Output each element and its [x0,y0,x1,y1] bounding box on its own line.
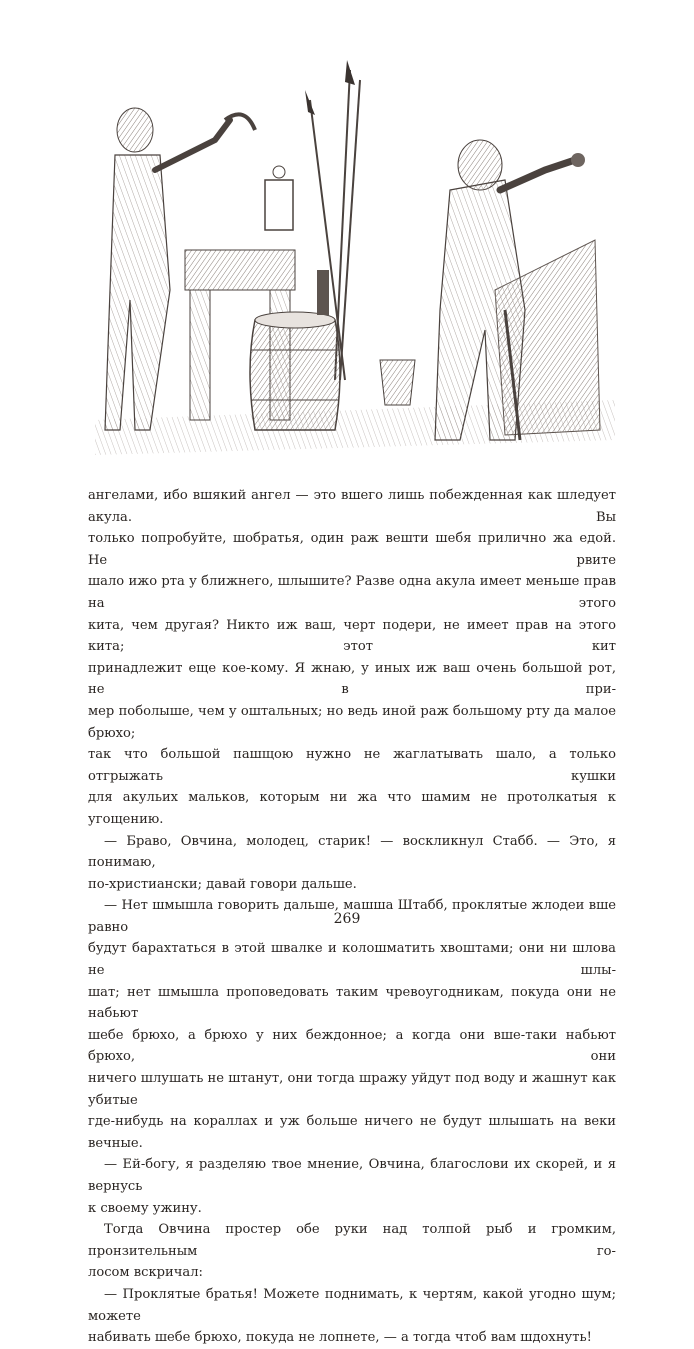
text-line: шат; нет шмышла проповедовать таким чревоугодникам, покуда они не набьют [88,984,616,1022]
text-line: так что большой пашщою нужно не жаглатывать шало, а только отгрыжать кушки [88,747,616,784]
text-line: ничего шлушать не штанут, они тогда шражу уйдут под воду и жашнут как убитые [88,1071,616,1108]
text-line: для акульих мальков, которым ни жа что шамим не протолкатыя к угощению. [88,790,616,827]
text-line: шебе брюхо, а брюхо у них беждонное; а когда они вше-таки набьют брюхо, они [88,1027,616,1065]
paragraph [88,1154,616,1219]
text-line: — Браво, Овчина, молодец, старик! — воскликнул Стабб. — Это, я понимаю, [88,833,616,871]
text-line: Тогда Овчина простер обе руки над толпой рыб и громким, пронзительным го- [88,1222,616,1259]
text-line: принадлежит еще кое-кому. Я жнаю, у иных иж ваш очень большой рот, не в при- [88,660,616,698]
text-line: где-нибудь на кораллах и уж больше ничего не будут шлышать на веки вечные. [88,1114,616,1151]
text-line: — Ей-богу, я разделяю твое мнение, Овчина, благослови их скорей, и я вернусь [88,1157,616,1194]
paragraph [88,485,616,831]
sailors-illustration-icon [95,60,615,470]
text-line: будут барахтаться в этой швалке и колошматить хвоштами; они ни шлова не шлы- [88,941,616,979]
text-line: только попробуйте, шобратья, один раж вешти шебя прилично жа едой. Не рвите [88,531,616,568]
paragraph [88,831,616,896]
paragraph [88,1219,616,1284]
text-line: к своему ужину. [88,1200,202,1216]
text-line: кита, чем другая? Никто иж ваш, черт подери, не имеет прав на этого кита; этот кит [88,617,616,655]
paragraph [88,895,616,1154]
text-line: набивать шебе брюхо, покуда не лопнете, — а тогда чтоб вам шдохнуть! [88,1330,592,1346]
text-line: шало ижо рта у ближнего, шлышите? Разве одна акула имеет меньше прав на этого [88,574,616,611]
text-line: мер поболыше, чем у оштальных; но ведь иной раж большому рту да малое брюхо; [88,703,616,741]
page-number: 269 [333,911,361,927]
text-line: по-христиански; давай говори дальше. [88,876,357,892]
text-line: — Нет шмышла говорить дальше, машша Штабб, проклятые жлодеи вше равно [88,898,616,935]
text-line: — Проклятые братья! Можете поднимать, к чертям, какой угодно шум; можете [88,1286,616,1324]
paragraph [88,1284,616,1349]
text-line: лосом вскричал: [88,1265,203,1281]
text-line: ангелами, ибо вшякий ангел — это вшего лишь побежденная как шледует акула. Вы [88,488,616,525]
